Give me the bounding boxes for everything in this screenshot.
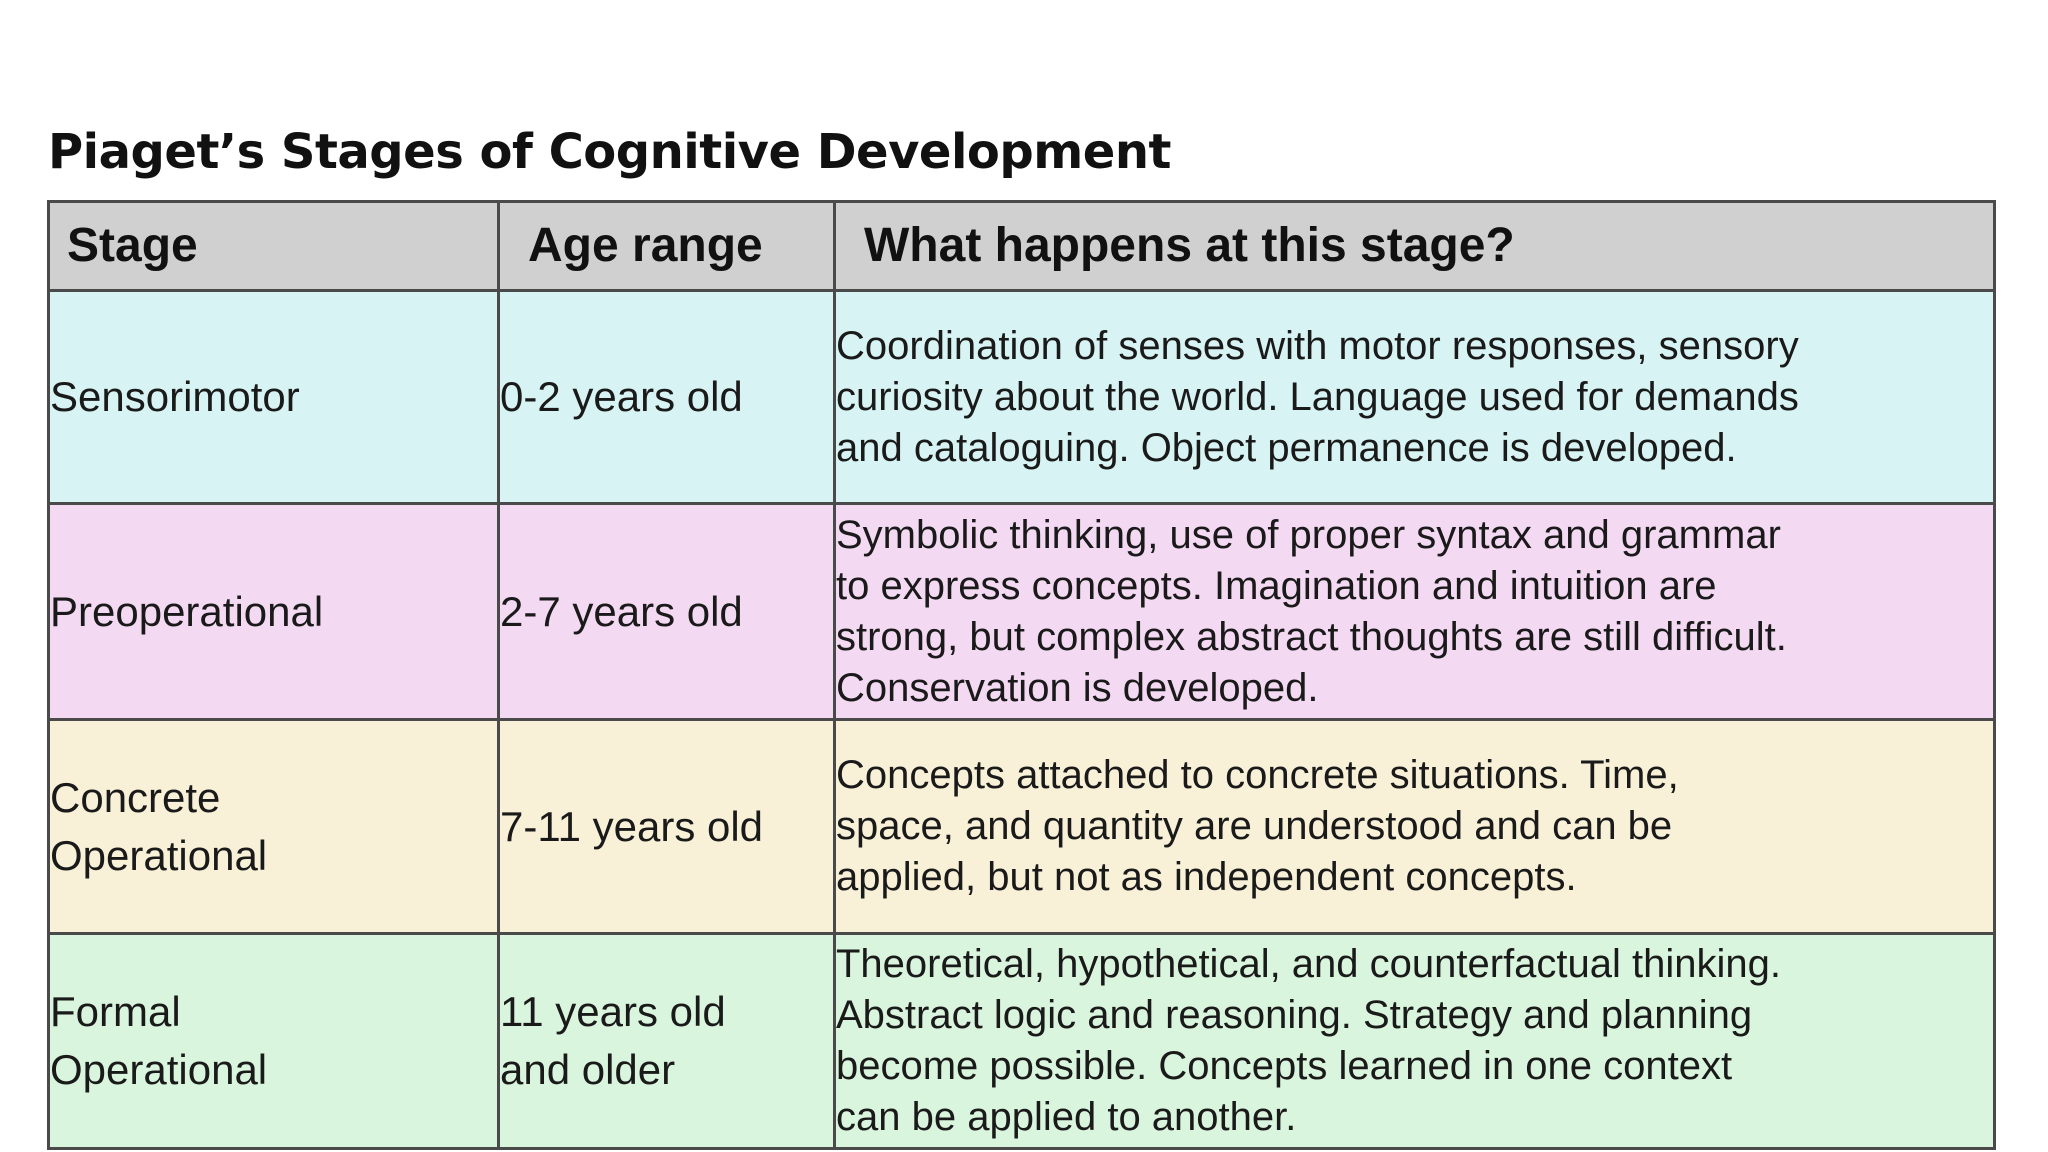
column-header-age-range: Age range [499,202,835,291]
description-cell [835,291,1995,504]
table-row-preoperational [49,504,1995,720]
stages-table [47,200,1996,1150]
description-text: Concepts attached to concrete situations. Time, space, and quantity are understood and can be applied, but not as independent concepts. [836,753,1679,899]
age-range-text: 11 years old and older [500,988,726,1093]
description-text: Symbolic thinking, use of proper syntax and grammar to express concepts. Imagination and intuition are strong, but complex abstract thoughts are still difficult. Conservation is developed. [836,512,1787,710]
page-title: Piaget’s Stages of Cognitive Development [48,124,1171,180]
table-row-formal-operational [49,934,1995,1149]
description-text: Coordination of senses with motor responses, sensory curiosity about the world. Language used for demands and cataloguing. Object permanence is developed. [836,323,1799,470]
stage-name: Sensorimotor [50,373,300,420]
age-range-cell [499,291,835,504]
description-cell [835,934,1995,1149]
description-cell [835,504,1995,720]
stage-cell [49,934,499,1149]
age-range-text: 0-2 years old [500,373,743,420]
age-range-cell [499,504,835,720]
age-range-cell [499,720,835,934]
age-range-cell [499,934,835,1149]
stage-cell [49,291,499,504]
stage-name: Formal Operational [50,988,268,1093]
description-text: Theoretical, hypothetical, and counterfactual thinking. Abstract logic and reasoning. Strategy and planning become possible. Concepts learned in one context can be applied to another. [836,942,1782,1139]
column-header-stage: Stage [49,202,499,291]
column-header-description: What happens at this stage? [835,202,1995,291]
table-row-sensorimotor [49,291,1995,504]
age-range-text: 7-11 years old [500,802,764,850]
table-row-concrete-operational [49,720,1995,934]
stage-name: Preoperational [50,587,324,635]
age-range-text: 2-7 years old [500,587,743,635]
stage-cell [49,504,499,720]
table-header-row [49,202,1995,291]
stage-cell [49,720,499,934]
description-cell [835,720,1995,934]
stage-name: Concrete Operational [50,773,268,879]
